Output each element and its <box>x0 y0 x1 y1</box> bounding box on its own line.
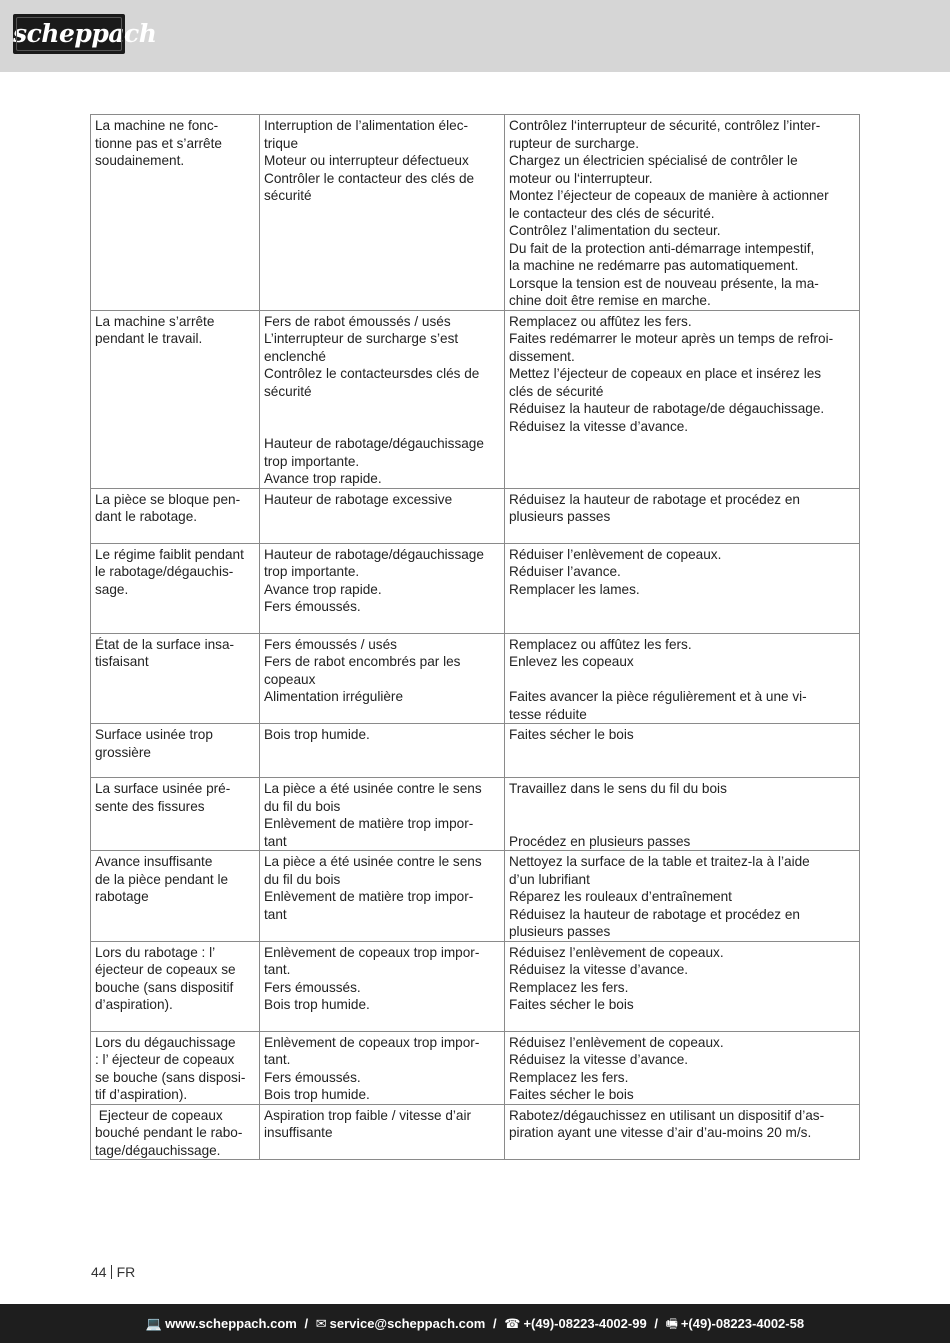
cell-line: Fers de rabot émoussés / usés <box>264 313 451 329</box>
problem-cell <box>91 543 260 633</box>
remedy-cell <box>505 941 860 1031</box>
scheppach-logo <box>13 14 157 54</box>
cell-line: éjecteur de copeaux se <box>95 962 236 977</box>
cell-line: Alimentation irrégulière <box>264 689 404 704</box>
page-number <box>91 1264 135 1280</box>
cell-line: pendant le travail. <box>95 331 203 346</box>
cell-line: tant <box>264 906 287 922</box>
cell-line: Enlèvement de matière trop impor- <box>264 816 474 831</box>
cell-line: Fers émoussés. <box>264 979 361 995</box>
cell-line: Réduisez la vitesse d’avance. <box>509 962 689 977</box>
cell-line: clés de sécurité <box>509 383 604 399</box>
phone-icon: ☎ <box>504 1316 521 1331</box>
cell-line: Réduisez la vitesse d’avance. <box>509 418 689 434</box>
cell-line: Faites sécher le bois <box>509 997 634 1012</box>
cell-line: Avance trop rapide. <box>264 581 382 597</box>
remedy-cell <box>505 724 860 778</box>
cell-line: trop importante. <box>264 564 360 579</box>
cell-line: moteur ou l‘interrupteur. <box>509 170 653 186</box>
cell-line: sécurité <box>264 383 312 399</box>
blank-line <box>509 798 855 816</box>
problem-cell <box>91 115 260 311</box>
table-row <box>91 1031 860 1104</box>
cell-line: sage. <box>95 581 129 597</box>
cause-cell <box>260 778 505 851</box>
cell-line: Travaillez dans le sens du fil du bois <box>509 781 727 796</box>
cell-line: Réparez les rouleaux d’entraînement <box>509 889 732 904</box>
cell-line: Enlèvement de matière trop impor- <box>264 889 474 904</box>
cell-line: Réduisez l’enlèvement de copeaux. <box>509 944 724 960</box>
cell-line: grossière <box>95 744 151 760</box>
cell-line: tant. <box>264 1052 291 1067</box>
cause-cell <box>260 633 505 724</box>
cell-line: Nettoyez la surface de la table et traitez-la à l’aide <box>509 854 810 869</box>
remedy-cell <box>505 633 860 724</box>
cause-cell <box>260 488 505 543</box>
cell-line: du fil du bois <box>264 798 341 814</box>
cell-line: Chargez un électricien spécialisé de contrôler le <box>509 153 798 168</box>
cell-line: de la pièce pendant le <box>95 871 229 887</box>
cell-line: Contrôlez le contacteursdes clés de <box>264 366 480 381</box>
remedy-cell <box>505 310 860 488</box>
cell-line: Fers de rabot encombrés par les <box>264 654 461 669</box>
cause-cell <box>260 1031 505 1104</box>
cell-line: tant <box>264 833 287 849</box>
cell-line: bouche (sans dispositif <box>95 979 234 995</box>
cell-line: Le régime faiblit pendant <box>95 546 244 562</box>
blank-line <box>509 671 855 689</box>
cell-line: Rabotez/dégauchissez en utilisant un dispositif d’as- <box>509 1107 825 1123</box>
cell-line: le contacteur des clés de sécurité. <box>509 205 715 221</box>
cell-line: tage/dégauchissage. <box>95 1142 221 1158</box>
remedy-cell <box>505 1104 860 1160</box>
problem-cell <box>91 1104 260 1160</box>
cell-line: Réduisez la hauteur de rabotage et procédez en <box>509 491 800 507</box>
cell-line: Avance trop rapide. <box>264 471 382 486</box>
remedy-cell <box>505 543 860 633</box>
cell-line: Bois trop humide. <box>264 997 370 1012</box>
cell-line: d’un lubrifiant <box>509 871 590 887</box>
cell-line: dant le rabotage. <box>95 509 198 524</box>
cell-line: La surface usinée pré- <box>95 781 231 796</box>
cell-line: trique <box>264 135 299 151</box>
cell-line: La pièce se bloque pen- <box>95 491 241 507</box>
cell-line: la machine ne redémarre pas automatiquement. <box>509 258 799 273</box>
cell-line: La pièce a été usinée contre le sens <box>264 854 482 869</box>
cell-line: La machine ne fonc- <box>95 118 219 133</box>
remedy-cell <box>505 778 860 851</box>
cell-line: d’aspiration). <box>95 997 173 1012</box>
footer-email[interactable]: service@scheppach.com <box>329 1316 486 1331</box>
cell-line: Moteur ou interrupteur défectueux <box>264 153 469 168</box>
troubleshooting-table <box>90 114 860 1160</box>
table-row <box>91 310 860 488</box>
table-row <box>91 1104 860 1160</box>
cell-line: Faites sécher le bois <box>509 727 634 742</box>
cell-line: sécurité <box>264 188 312 203</box>
cell-line: Faites sécher le bois <box>509 1087 634 1102</box>
footer-separator: / <box>493 1316 497 1331</box>
cell-line: se bouche (sans disposi- <box>95 1069 246 1085</box>
cell-line: Remplacez les fers. <box>509 1069 629 1085</box>
remedy-cell <box>505 115 860 311</box>
cell-line: Faites redémarrer le moteur après un temps de refroi- <box>509 331 834 346</box>
page-number-value: 44 <box>91 1264 107 1280</box>
problem-cell <box>91 633 260 724</box>
cell-line: plusieurs passes <box>509 509 611 524</box>
problem-cell <box>91 941 260 1031</box>
cell-line: Contrôlez l‘interrupteur de sécurité, contrôlez l’inter- <box>509 118 821 133</box>
remedy-cell <box>505 488 860 543</box>
cell-line: Aspiration trop faible / vitesse d’air <box>264 1107 472 1123</box>
table-row <box>91 633 860 724</box>
remedy-cell <box>505 1031 860 1104</box>
troubleshooting-table-body <box>91 115 860 1160</box>
cause-cell <box>260 724 505 778</box>
cell-line: Remplacez les fers. <box>509 979 629 995</box>
cell-line: Enlèvement de copeaux trop impor- <box>264 1034 480 1050</box>
cell-line: enclenché <box>264 348 326 364</box>
cell-line: Lorsque la tension est de nouveau présente, la ma- <box>509 275 819 291</box>
cause-cell <box>260 851 505 942</box>
cell-line: sente des fissures <box>95 798 205 814</box>
cell-line: Du fait de la protection anti-démarrage intempestif, <box>509 240 815 256</box>
page-footer <box>0 1304 950 1343</box>
cell-line: Réduisez la vitesse d’avance. <box>509 1052 689 1067</box>
footer-fax: +(49)-08223-4002-58 <box>680 1316 805 1331</box>
cell-line: Hauteur de rabotage/dégauchissage <box>264 436 484 451</box>
cell-line: Contrôlez l’alimentation du secteur. <box>509 223 721 238</box>
cell-line: Enlèvement de copeaux trop impor- <box>264 944 480 960</box>
cell-line: Lors du rabotage : l’ <box>95 944 216 960</box>
logo-text: scheppach <box>13 19 157 48</box>
page-header <box>0 0 950 72</box>
cell-line: Enlevez les copeaux <box>509 654 634 669</box>
problem-cell <box>91 778 260 851</box>
cell-line: Procédez en plusieurs passes <box>509 833 691 849</box>
cell-line: Contrôler le contacteur des clés de <box>264 170 475 186</box>
cell-line: : l’ éjecteur de copeaux <box>95 1052 235 1067</box>
page-number-divider <box>111 1265 112 1279</box>
cell-line: Fers émoussés / usés <box>264 636 397 652</box>
table-row <box>91 115 860 311</box>
cell-line: du fil du bois <box>264 871 341 887</box>
footer-separator: / <box>304 1316 309 1331</box>
blank-line <box>264 418 500 436</box>
problem-cell <box>91 724 260 778</box>
cell-line: Faites avancer la pièce régulièrement et à une vi- <box>509 689 807 704</box>
cell-line: tisfaisant <box>95 654 149 669</box>
footer-separator: / <box>654 1316 658 1331</box>
cell-line: État de la surface insa- <box>95 636 235 652</box>
cause-cell <box>260 115 505 311</box>
table-row <box>91 488 860 543</box>
cell-line: dissement. <box>509 348 575 364</box>
cell-line: La pièce a été usinée contre le sens <box>264 781 482 796</box>
cell-line: Interruption de l’alimentation élec- <box>264 118 469 133</box>
cell-line: Fers émoussés. <box>264 1069 361 1085</box>
cell-line: Réduisez la hauteur de rabotage/de dégauchissage. <box>509 401 825 416</box>
cell-line: copeaux <box>264 671 316 687</box>
cell-line: Lors du dégauchissage <box>95 1034 236 1050</box>
cause-cell <box>260 310 505 488</box>
cell-line: piration ayant une vitesse d’air d’au-moins 20 m/s. <box>509 1125 812 1140</box>
cell-line: Fers émoussés. <box>264 599 361 614</box>
cell-line: rupteur de surcharge. <box>509 135 639 151</box>
cell-line: trop importante. <box>264 453 360 469</box>
cell-line: Remplacez ou affûtez les fers. <box>509 636 692 652</box>
blank-line <box>509 815 855 833</box>
cell-line: bouché pendant le rabo- <box>95 1125 243 1140</box>
footer-website[interactable]: www.scheppach.com <box>165 1316 297 1331</box>
cause-cell <box>260 941 505 1031</box>
cause-cell <box>260 1104 505 1160</box>
cell-line: tant. <box>264 962 291 977</box>
cell-line: Réduisez la hauteur de rabotage et procédez en <box>509 906 800 922</box>
cell-line: soudainement. <box>95 153 185 168</box>
cell-line: Mettez l’éjecteur de copeaux en place et insérez les <box>509 366 822 381</box>
table-row <box>91 724 860 778</box>
laptop-icon: 💻 <box>145 1316 163 1331</box>
cell-line: tionne pas et s’arrête <box>95 135 222 151</box>
cell-line: le rabotage/dégauchis- <box>95 564 234 579</box>
footer-phone: +(49)-08223-4002-99 <box>523 1316 647 1331</box>
fax-icon: 🖷 <box>665 1316 678 1331</box>
envelope-icon: ✉ <box>315 1316 327 1331</box>
cell-line: tif d’aspiration). <box>95 1087 188 1102</box>
cell-line: Montez l’éjecteur de copeaux de manière à actionner <box>509 188 829 203</box>
cause-cell <box>260 543 505 633</box>
remedy-cell <box>505 851 860 942</box>
cell-line: Réduiser l’enlèvement de copeaux. <box>509 546 722 562</box>
cell-line: rabotage <box>95 889 149 904</box>
problem-cell <box>91 488 260 543</box>
cell-line: Réduiser l’avance. <box>509 564 621 579</box>
cell-line: Remplacez ou affûtez les fers. <box>509 313 692 329</box>
cell-line: Bois trop humide. <box>264 1087 370 1102</box>
cell-line: Hauteur de rabotage excessive <box>264 491 453 507</box>
cell-line: La machine s’arrête <box>95 313 215 329</box>
problem-cell <box>91 310 260 488</box>
table-row <box>91 851 860 942</box>
page-language: FR <box>116 1264 136 1280</box>
problem-cell <box>91 1031 260 1104</box>
cell-line: tesse réduite <box>509 706 587 722</box>
cell-line: Ejecteur de copeaux <box>95 1107 223 1123</box>
table-row <box>91 941 860 1031</box>
cell-line: plusieurs passes <box>509 924 611 939</box>
cell-line: insuffisante <box>264 1125 333 1140</box>
cell-line: L’interrupteur de surcharge s’est <box>264 331 459 346</box>
blank-line <box>264 400 500 418</box>
problem-cell <box>91 851 260 942</box>
table-row <box>91 543 860 633</box>
cell-line: Bois trop humide. <box>264 727 370 742</box>
cell-line: Surface usinée trop <box>95 727 213 742</box>
cell-line: Remplacer les lames. <box>509 581 640 597</box>
cell-line: Réduisez l’enlèvement de copeaux. <box>509 1034 724 1050</box>
table-row <box>91 778 860 851</box>
cell-line: Hauteur de rabotage/dégauchissage <box>264 546 484 562</box>
cell-line: chine doit être remise en marche. <box>509 293 711 308</box>
cell-line: Avance insuffisante <box>95 854 213 869</box>
